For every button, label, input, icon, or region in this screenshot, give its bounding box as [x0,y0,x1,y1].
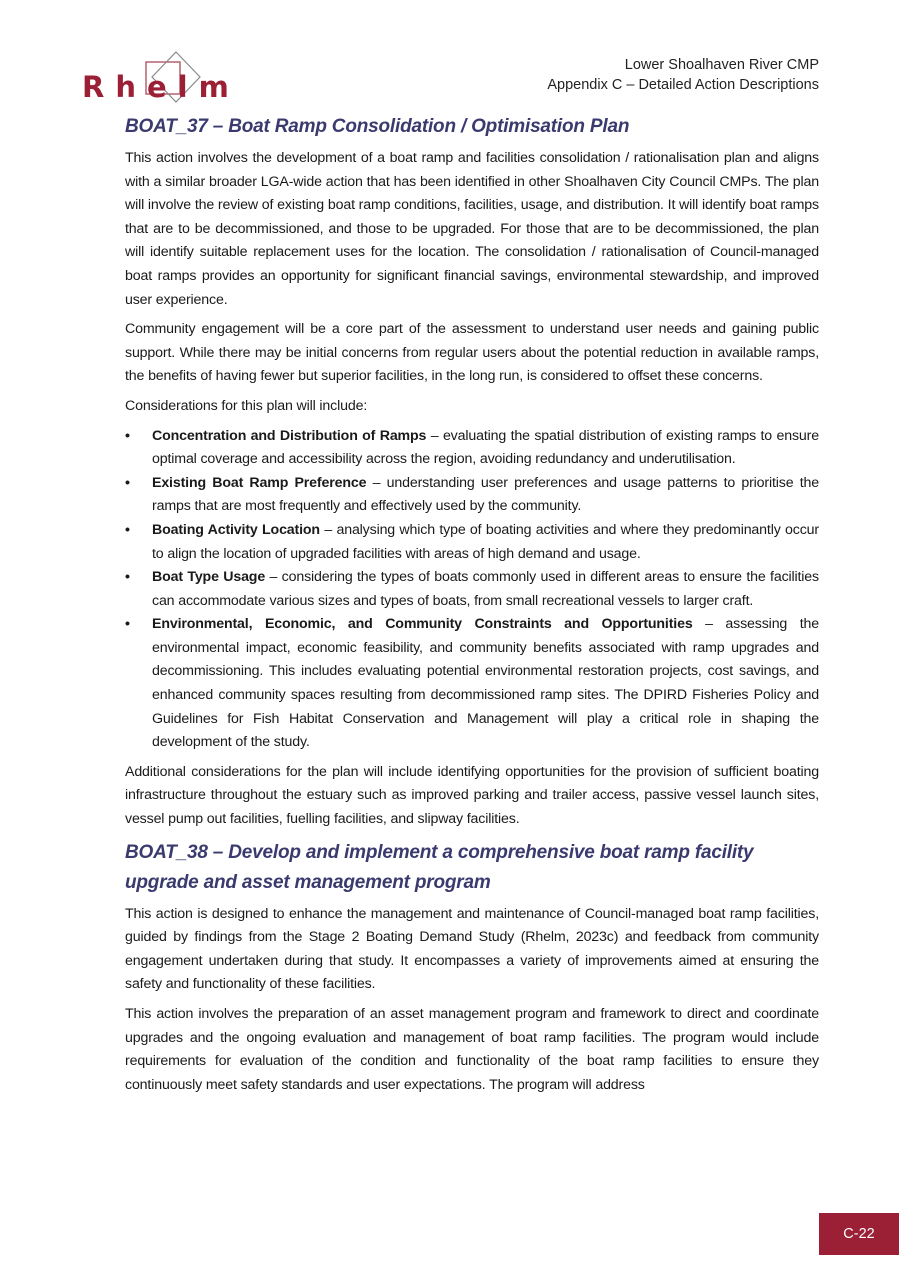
document-title: Lower Shoalhaven River CMP [624,57,819,73]
logo-text: Rhelm [82,70,240,104]
bullet-icon: • [125,521,130,538]
bullet-icon: • [125,427,130,444]
list-item-text: – assessing the environmental impact, economic feasibility, and community benefits associated with ramp upgrades and decommissioning. This includes evaluating potential environmental restoration projects, cost savings, and enhanced community spaces resulting from decommissioned ramp sites. The DPIRD Fisheries Policy and Guidelines for Fish Habitat Conservation and Management will play a critical role in shaping the development of the study. [152,616,819,751]
list-item [125,566,819,613]
list-item [125,425,819,472]
list-item-text: – considering the types of boats commonly used in different areas to ensure the facilities can accommodate various sizes and types of boats, from small recreational vessels to larger craft. [152,569,819,609]
list-item-text: – evaluating the spatial distribution of existing ramps to ensure optimal coverage and accessibility across the region, avoiding redundancy and underutilisation. [152,427,819,468]
paragraph: Considerations for this plan will include: [125,397,368,414]
bullet-icon: • [125,616,130,633]
paragraph: Additional considerations for the plan will include identifying opportunities for the provision of sufficient boating infrastructure throughout the estuary such as improved parking and trailer access, passive vessel launch sites, vessel pump out facilities, fuelling facilities, and slipway facilities. [125,763,819,828]
document-header [547,55,819,95]
list-item-text: – understanding user preferences and usage patterns to prioritise the ramps that are most frequently and effectively used by the community. [152,474,820,515]
list-item [125,519,819,566]
paragraph: This action involves the preparation of an asset management program and framework to direct and coordinate upgrades and the ongoing evaluation and management of boat ramp facilities. The program would include requirements for evaluation of the condition and functionality of the boat ramp facilities to ensure they continuously meet safety standards and user expectations. The program will address [125,1006,819,1093]
list-item-term: Environmental, Economic, and Community Constraints and Opportunities [152,616,693,633]
list-item-term: Boating Activity Location [152,521,320,538]
rhelm-logo [80,48,240,106]
considerations-list [125,425,819,755]
list-item [125,472,819,519]
page-number-badge [819,1213,899,1255]
page-number: C-22 [843,1226,875,1242]
list-item-term: Existing Boat Ramp Preference [152,474,367,491]
paragraph: This action is designed to enhance the management and maintenance of Council-managed boat ramp facilities, guided by findings from the Stage 2 Boating Demand Study (Rhelm, 2023c) and feedback from community engagement undertaken during that study. It encompasses a variety of improvements aimed at ensuring the safety and functionality of these facilities. [125,905,819,993]
page-body [125,112,819,1103]
list-item-term: Boat Type Usage [152,569,266,586]
paragraph: Community engagement will be a core part of the assessment to understand user needs and gaining public support. While there may be initial concerns from regular users about the potential reduction in available ramps, the benefits of having fewer but superior facilities, in the long run, is considered to offset these concerns. [125,321,819,385]
list-item-term: Concentration and Distribution of Ramps [152,427,427,444]
section-heading-boat-38: BOAT_38 – Develop and implement a comprehensive boat ramp facility upgrade and asset management program [125,841,754,893]
bullet-icon: • [125,474,130,491]
list-item [125,613,819,755]
list-item-text: – analysing which type of boating activities and where they predominantly occur to align the location of upgraded facilities with areas of high demand and usage. [152,521,819,562]
paragraph: This action involves the development of a boat ramp and facilities consolidation / rationalisation plan and aligns with a similar broader LGA-wide action that has been identified in other Shoalhaven City Council CMPs. The plan will involve the review of existing boat ramp conditions, facilities, usage, and distribution. It will identify boat ramps that are to be decommissioned, and those to be upgraded. For those that are to be decommissioned, the plan will identify suitable replacement uses for the location. The consolidation / rationalisation of Council-managed boat ramps provides an opportunity for significant financial savings, environmental stewardship, and improved user experience. [125,150,819,308]
bullet-icon: • [125,569,130,586]
section-heading-boat-37: BOAT_37 – Boat Ramp Consolidation / Optimisation Plan [125,116,630,137]
document-subtitle: Appendix C – Detailed Action Descriptions [547,77,819,93]
